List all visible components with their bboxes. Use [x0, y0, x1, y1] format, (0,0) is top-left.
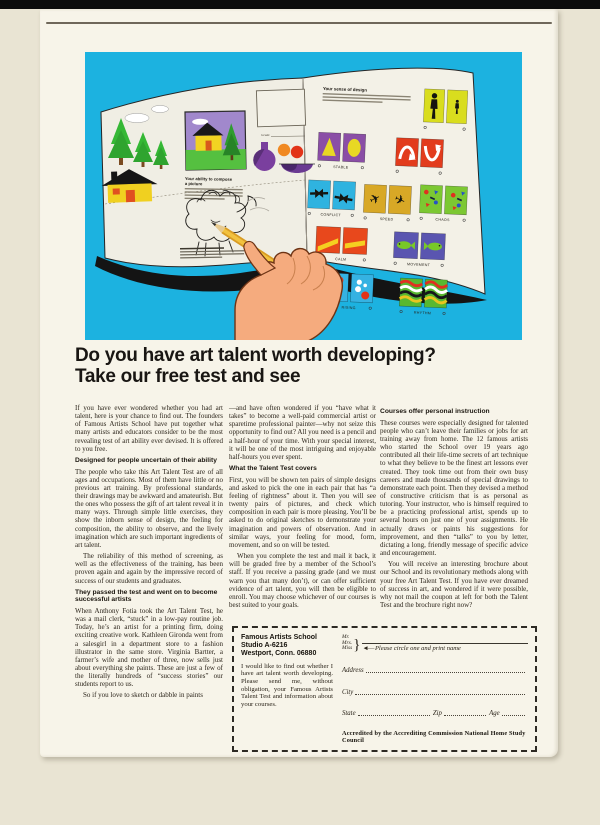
state-zip-age-row: [342, 708, 528, 717]
svg-text:RISING: RISING: [341, 305, 356, 311]
prefix-mr[interactable]: Mr.: [342, 633, 350, 640]
paragraph: So if you love to sketch or dabble in paints: [83, 691, 203, 700]
prefix-miss[interactable]: Miss: [342, 645, 353, 652]
headline-line-1: Do you have art talent worth developing?: [75, 345, 436, 366]
city-row: [342, 687, 528, 696]
brace-glyph: }: [353, 637, 361, 653]
svg-text:Grade: Grade: [261, 133, 270, 137]
illustration-svg: [85, 52, 522, 340]
headline-line-2: Take our free test and see: [75, 365, 301, 387]
address-label: Address: [342, 666, 364, 674]
arrow-left-icon: ◄—: [362, 645, 374, 652]
address-row: [342, 665, 528, 674]
city-label: City: [342, 688, 354, 696]
name-prefixes[interactable]: [342, 635, 352, 652]
paragraph: —and have often wondered if you “have what it takes” to become a well-paid commercial artist or sparetime professional painter—why not seize this opportunity to find out? All you need is a pencil and a half-hour of your time. With your special interest, it will be one of the most intriguing and enjoyable half-hours you ever spent.: [229, 404, 376, 461]
school-studio: Studio A-6216: [241, 642, 288, 650]
zip-label: Zip: [432, 710, 442, 718]
page-fold-line: [46, 22, 552, 24]
address-input-line[interactable]: [366, 665, 525, 673]
name-input-line[interactable]: [362, 634, 528, 644]
svg-text:CALM: CALM: [335, 257, 347, 262]
paragraph: The people who take this Art Talent Test are of all ages and occupations. Most of them have little or no previous art training. By professional standards, their drawings may be awkward and amateurish. But the ones who possess the gift of art talent reveal it in many ways. Through simple little exercises, they show the inborn sense of design, the feeling for composition, the ability to observe, and the lively imagination which are such important ingredients of art talent.: [75, 467, 223, 549]
paragraph: When Anthony Fotia took the Art Talent Test, he was a mail clerk, “stuck” in a low-pay routine job. Today, he’s an artist for a printing firm, doing exciting creative work. Kathleen Gironda went from a salesgirl in a department store to a fashion illustrator in the same store. Virginia Bartter, a farmer’s wife and mother of three, now sells just about everything she paints. These are just a few of the literally hundreds of “success stories” our students report to us.: [75, 606, 223, 689]
svg-text:RHYTHM: RHYTHM: [413, 310, 432, 316]
body-column-2: [229, 404, 376, 612]
mail-in-coupon: [232, 626, 537, 752]
age-label: Age: [489, 710, 500, 718]
svg-text:✈: ✈: [367, 190, 384, 209]
school-name: Famous Artists School: [241, 634, 317, 641]
svg-text:✈: ✈: [391, 191, 408, 210]
svg-text:CONFLICT: CONFLICT: [320, 212, 341, 218]
svg-text:STABLE: STABLE: [333, 164, 349, 170]
name-row: [342, 634, 528, 652]
paragraph: You will receive an interesting brochure about our School and its revolutionary methods along with your free Art Talent Test. If you have ever dreamed of success in art, and wondered if it were possible, why not mail the coupon at left for both the Talent Test and the brochure right now?: [380, 560, 528, 610]
scan-top-edge: [0, 0, 600, 9]
framed-picture: [185, 111, 246, 170]
subhead-personal-instruction: Courses offer personal instruction: [380, 408, 490, 415]
school-city: Westport, Conn. 06880: [241, 650, 317, 658]
subhead-passed-test: They passed the test and went on to become successful artists: [75, 588, 218, 604]
coupon-request-text: I would like to find out whether I have art talent worth developing. Please send me, without obligation, your Famous Artists Talent Test and information about your courses.: [241, 662, 333, 709]
svg-text:SPEED: SPEED: [379, 217, 394, 222]
subhead-test-covers: What the Talent Test covers: [229, 465, 317, 473]
paragraph: If you have ever wondered whether you had art talent, here is your chance to find out. The founders of Famous Artists School have put together what many artists and educators consider to be the most revealing test of art ability ever devised. It is offered to you free.: [75, 404, 223, 453]
svg-text:MOVEMENT: MOVEMENT: [406, 262, 431, 268]
headline: [75, 346, 545, 387]
subhead-uncertain-ability: Designed for people uncertain of their ability: [75, 456, 217, 464]
body-column-1: [75, 404, 223, 703]
prefix-mrs[interactable]: Mrs.: [342, 639, 353, 646]
paragraph: The reliability of this method of screening, as well as the effectiveness of the training, has been proven again and again by the impressive record of success of our students and graduates.: [75, 552, 223, 585]
paragraph: These courses were especially designed for talented people who can’t leave their families or jobs for art training away from home. The 12 famous artists who started the School over 19 years ago contributed all their life-time secrets of art technique to what they believe to be the finest art lessons ever created. They took time out from their own busy careers and made thousands of special drawings to demonstrate each point. Then they devised a method of constructive criticism that is as personal as tutoring. Your instructor, who is himself required to be a practicing professional artist, spends up to several hours on just one of your assignments. He actually draws or paints his suggestions for improvement, and then “talks” to you by letter, dictating a long, friendly message of specific advice and encouragement.: [380, 418, 528, 558]
svg-text:a picture: a picture: [184, 180, 203, 187]
svg-text:Your sense of design: Your sense of design: [322, 86, 368, 93]
state-label: State: [342, 710, 356, 718]
coupon-form: [342, 634, 528, 744]
talent-test-illustration: [85, 52, 522, 340]
zip-input-line[interactable]: [444, 708, 486, 716]
age-input-line[interactable]: [502, 708, 525, 716]
paragraph: First, you will be shown ten pairs of simple designs and asked to pick the one in each pair that has “a feeling of rightness” about it. Then you will see twenty pairs of pictures, and check which composition in each pair is more pleasing. You’ll be asked to do original sketches to demonstrate your imagination and powers of observation. And in similar ways, your feeling for mood, form, movement, and so on will be tested.: [229, 475, 376, 549]
paragraph: When you complete the test and mail it back, it will be graded free by a member of the School’s staff. If you receive a passing grade (and we must warn you that many don’t), or can offer sufficient evidence of art talent, you will then be eligible to enroll. You may choose whichever of our courses is best suited to your goals.: [229, 552, 376, 610]
empty-drawing-box: [256, 89, 305, 127]
magazine-back-cover: [40, 9, 558, 757]
city-input-line[interactable]: [355, 687, 525, 695]
accreditation-note: Accredited by the Accrediting Commission National Home Study Council: [342, 730, 526, 744]
svg-text:Your ability to compose: Your ability to compose: [184, 176, 233, 182]
circle-note: ◄— Please circle one and print name: [362, 645, 461, 652]
body-column-3: [380, 404, 528, 612]
state-input-line[interactable]: [358, 708, 430, 716]
coupon-address-block: [241, 634, 333, 744]
svg-text:CHAOS: CHAOS: [435, 217, 450, 223]
